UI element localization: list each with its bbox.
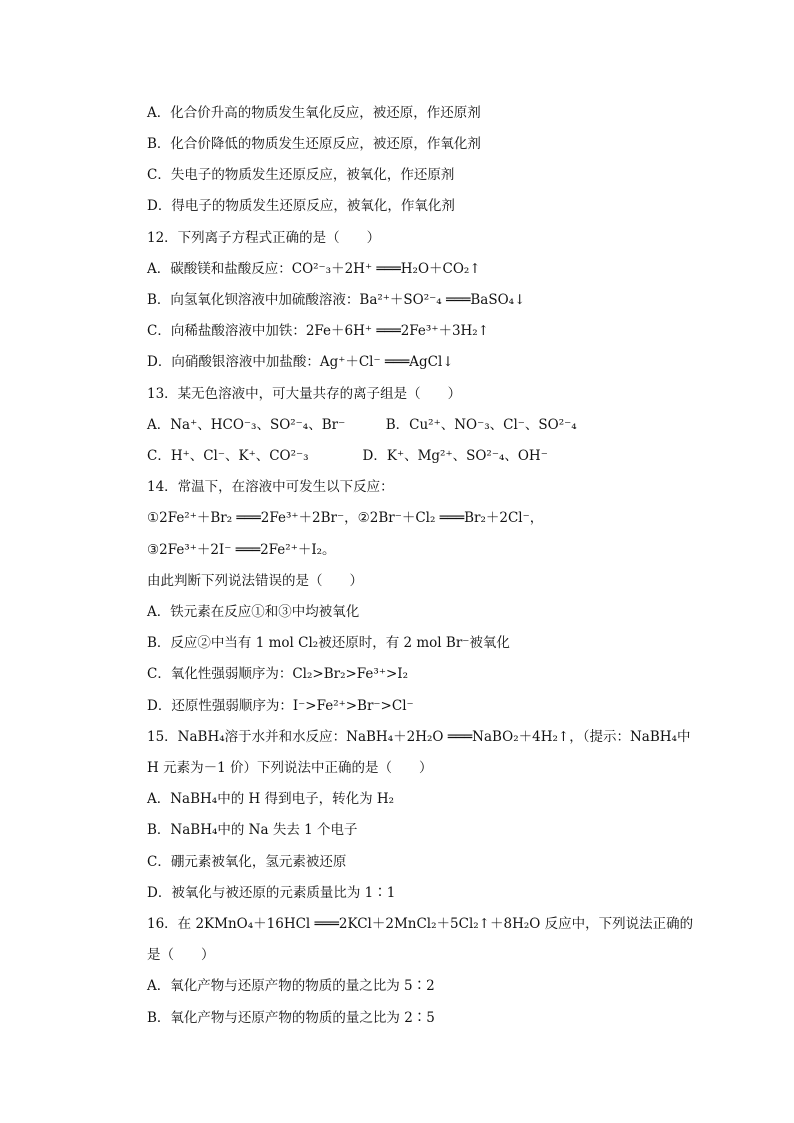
q14-option-a: A．铁元素在反应①和③中均被氧化 — [147, 604, 360, 620]
q16-stem-line-1: 16．在 2KMnO₄＋16HCl ═══2KCl＋2MnCl₂＋5Cl₂↑＋8H₂O 反应中，下列说法正确的 — [147, 916, 694, 932]
q11-option-b: B．化合价降低的物质发生还原反应，被还原，作氧化剂 — [147, 136, 481, 152]
q15-option-c: C．硼元素被氧化，氢元素被还原 — [147, 854, 347, 870]
q14-stem: 14．常温下，在溶液中可发生以下反应： — [147, 479, 394, 495]
q15-stem-line-2: H 元素为－1 价）下列说法中正确的是（ ） — [147, 760, 433, 776]
q14-option-b: B．反应②中当有 1 mol Cl₂被还原时，有 2 mol Br⁻被氧化 — [147, 635, 510, 651]
q12-option-b: B．向氢氧化钡溶液中加硫酸溶液：Ba²⁺＋SO²⁻₄ ═══BaSO₄↓ — [147, 292, 526, 308]
q14-option-d: D．还原性强弱顺序为：I⁻>Fe²⁺>Br⁻>Cl⁻ — [147, 698, 414, 714]
q12-stem: 12．下列离子方程式正确的是（ ） — [147, 230, 381, 246]
q13-options-cd: C．H⁺、Cl⁻、K⁺、CO²⁻₃ D．K⁺、Mg²⁺、SO²⁻₄、OH⁻ — [147, 448, 548, 464]
q11-option-a: A．化合价升高的物质发生氧化反应，被还原，作还原剂 — [147, 105, 481, 121]
q15-option-a: A．NaBH₄中的 H 得到电子，转化为 H₂ — [147, 791, 395, 807]
q13-options-ab: A．Na⁺、HCO⁻₃、SO²⁻₄、Br⁻ B．Cu²⁺、NO⁻₃、Cl⁻、SO²⁻₄ — [147, 417, 577, 433]
q16-option-a: A．氧化产物与还原产物的物质的量之比为 5∶2 — [147, 978, 435, 994]
q14-question: 由此判断下列说法错误的是（ ） — [147, 573, 363, 589]
q13-stem: 13．某无色溶液中，可大量共存的离子组是（ ） — [147, 386, 462, 402]
q14-option-c: C．氧化性强弱顺序为：Cl₂>Br₂>Fe³⁺>I₂ — [147, 666, 409, 682]
q15-option-b: B．NaBH₄中的 Na 失去 1 个电子 — [147, 822, 358, 838]
q15-stem-line-1: 15．NaBH₄溶于水并和水反应：NaBH₄＋2H₂O ═══NaBO₂＋4H₂↑，（提示：NaBH₄中 — [147, 729, 691, 745]
q11-option-c: C．失电子的物质发生还原反应，被氧化，作还原剂 — [147, 167, 455, 183]
q15-option-d: D．被氧化与被还原的元素质量比为 1∶1 — [147, 885, 396, 901]
q16-stem-line-2: 是（ ） — [147, 947, 215, 963]
q11-option-d: D．得电子的物质发生还原反应，被氧化，作氧化剂 — [147, 198, 455, 214]
q12-option-a: A．碳酸镁和盐酸反应：CO²⁻₃＋2H⁺ ═══H₂O＋CO₂↑ — [147, 261, 481, 277]
q12-option-c: C．向稀盐酸溶液中加铁：2Fe＋6H⁺ ═══2Fe³⁺＋3H₂↑ — [147, 323, 490, 339]
q14-reactions-1-2: ①2Fe²⁺＋Br₂ ═══2Fe³⁺＋2Br⁻，②2Br⁻＋Cl₂ ═══Br₂＋2Cl⁻， — [147, 510, 544, 526]
q12-option-d: D．向硝酸银溶液中加盐酸：Ag⁺＋Cl⁻ ═══AgCl↓ — [147, 354, 454, 370]
q14-reaction-3: ③2Fe³⁺＋2I⁻ ═══2Fe²⁺＋I₂。 — [147, 542, 336, 558]
q16-option-b: B．氧化产物与还原产物的物质的量之比为 2∶5 — [147, 1010, 435, 1026]
